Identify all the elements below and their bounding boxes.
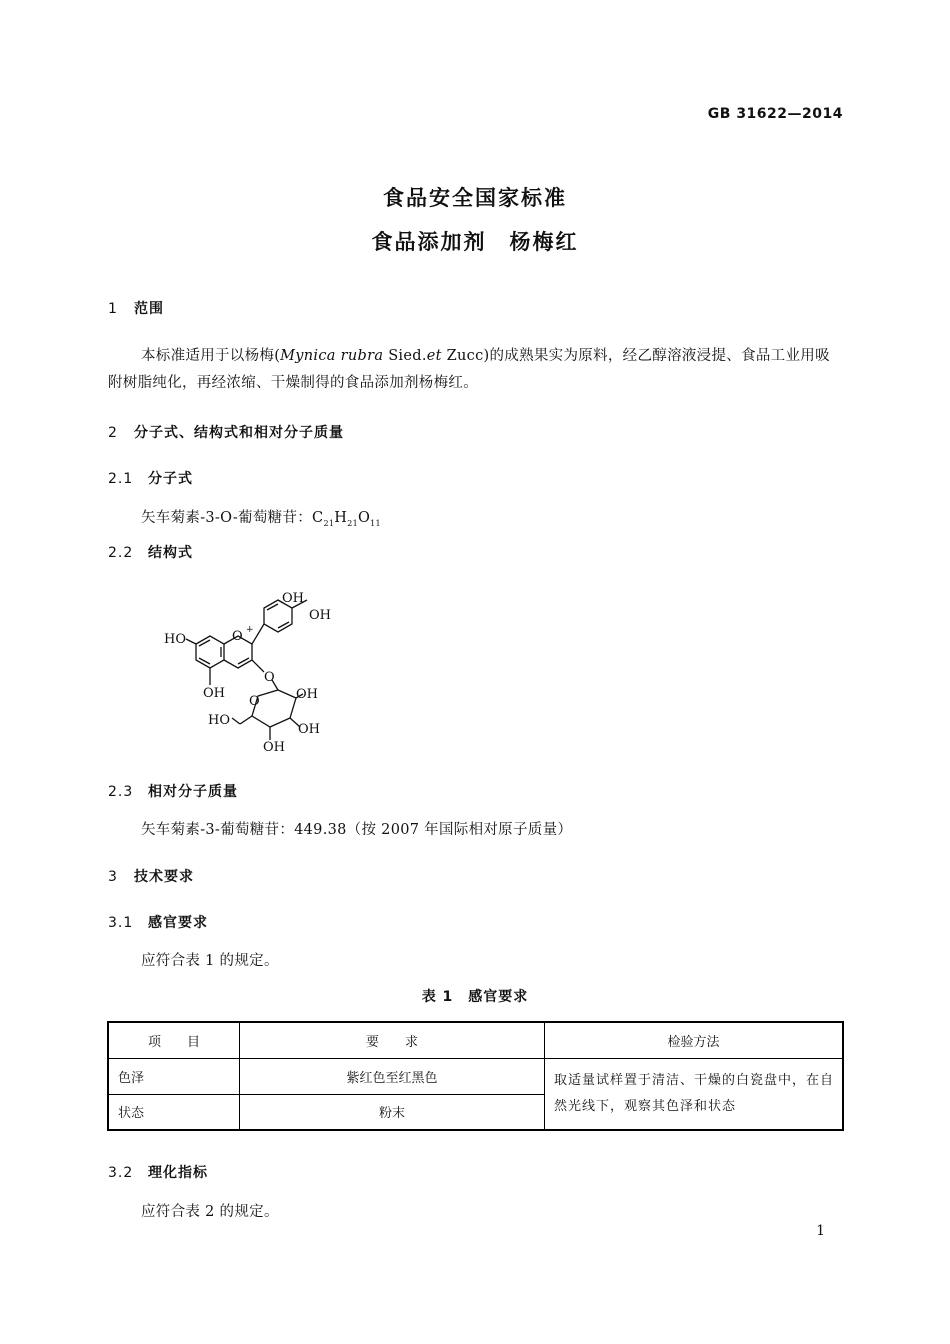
sensory-table bbox=[107, 1021, 844, 1131]
scope-text-2: Sied. bbox=[383, 348, 427, 364]
physchem-ref-text: 应符合表 2 的规定。 bbox=[141, 1204, 279, 1220]
section-number: 2.1 bbox=[108, 471, 134, 487]
label-o-plus: O bbox=[232, 629, 243, 644]
label-ho-left: HO bbox=[164, 632, 186, 647]
section-2-1-heading bbox=[108, 468, 193, 488]
row-requirement: 紫红色至红黑色 bbox=[240, 1058, 545, 1094]
section-2-heading bbox=[108, 422, 344, 442]
header-requirement: 要 求 bbox=[240, 1022, 545, 1058]
section-number: 3 bbox=[108, 869, 118, 885]
formula-h-count: 21 bbox=[347, 518, 358, 528]
section-2-3-heading bbox=[108, 781, 238, 801]
label-oh-right: OH bbox=[309, 608, 331, 623]
section-title: 理化指标 bbox=[148, 1165, 208, 1181]
section-3-1-heading bbox=[108, 912, 208, 932]
label-o-link: O bbox=[264, 670, 275, 685]
label-oh-c3: OH bbox=[298, 722, 320, 737]
formula-c: C bbox=[312, 510, 324, 526]
label-ho-c6: HO bbox=[208, 713, 230, 728]
section-title: 范围 bbox=[134, 301, 164, 317]
section-title: 感官要求 bbox=[148, 915, 208, 931]
section-number: 2.2 bbox=[108, 545, 134, 561]
section-number: 3.2 bbox=[108, 1165, 134, 1181]
standard-code: GB 31622—2014 bbox=[707, 106, 843, 122]
section-1-heading bbox=[108, 298, 164, 318]
section-3-heading bbox=[108, 866, 194, 886]
sub-title: 食品添加剂 杨梅红 bbox=[371, 230, 579, 254]
section-title: 结构式 bbox=[148, 545, 193, 561]
section-number: 3.1 bbox=[108, 915, 134, 931]
species-name: Mynica rubra bbox=[280, 348, 384, 364]
ring-a bbox=[196, 636, 224, 668]
molecular-mass: 矢车菊素-3-葡萄糖苷：449.38（按 2007 年国际相对原子质量） bbox=[141, 822, 573, 838]
section-title: 相对分子质量 bbox=[148, 784, 238, 800]
row-requirement: 粉末 bbox=[240, 1094, 545, 1130]
molecular-formula bbox=[141, 506, 381, 528]
section-number: 2.3 bbox=[108, 784, 134, 800]
table-1-caption: 表 1 感官要求 bbox=[421, 989, 529, 1005]
formula-prefix: 矢车菊素-3-O-葡萄糖苷： bbox=[141, 510, 313, 526]
section-title: 分子式 bbox=[148, 471, 193, 487]
label-oh-top: OH bbox=[282, 591, 304, 606]
label-oh-bottom: OH bbox=[203, 686, 225, 701]
label-oh-c2: OH bbox=[296, 687, 318, 702]
formula-h: H bbox=[334, 510, 348, 526]
label-oh-c4: OH bbox=[263, 740, 285, 755]
method-cell: 取适量试样置于清洁、干燥的白瓷盘中，在自然光线下，观察其色泽和状态 bbox=[545, 1058, 844, 1130]
header-item: 项 目 bbox=[108, 1022, 240, 1058]
formula-c-count: 21 bbox=[323, 518, 335, 528]
table-header-row bbox=[108, 1022, 843, 1058]
header-method: 检验方法 bbox=[545, 1022, 844, 1058]
section-title: 分子式、结构式和相对分子质量 bbox=[134, 425, 344, 441]
section-title: 技术要求 bbox=[134, 869, 194, 885]
et-text: et bbox=[426, 348, 442, 364]
scope-paragraph bbox=[108, 343, 844, 397]
section-number: 1 bbox=[108, 301, 118, 317]
section-number: 2 bbox=[108, 425, 118, 441]
page-number: 1 bbox=[816, 1223, 825, 1239]
table-row bbox=[108, 1058, 843, 1094]
row-item: 状态 bbox=[108, 1094, 240, 1130]
label-plus: + bbox=[246, 625, 254, 635]
structural-formula bbox=[150, 585, 360, 760]
label-ring-o: O bbox=[249, 694, 260, 709]
section-3-2-heading bbox=[108, 1162, 208, 1182]
scope-text-3: Zucc)的成熟果实为原料，经乙醇溶液浸提、食品工业用吸附树脂纯化，再经浓缩、干燥制得的食品添加剂杨梅红。 bbox=[108, 348, 830, 391]
main-title: 食品安全国家标准 bbox=[383, 186, 567, 210]
formula-o: O bbox=[357, 510, 371, 526]
section-2-2-heading bbox=[108, 542, 193, 562]
formula-o-count: 11 bbox=[370, 518, 381, 528]
row-item: 色泽 bbox=[108, 1058, 240, 1094]
scope-text-1: 本标准适用于以杨梅( bbox=[141, 348, 281, 364]
sensory-ref-text: 应符合表 1 的规定。 bbox=[141, 953, 279, 969]
